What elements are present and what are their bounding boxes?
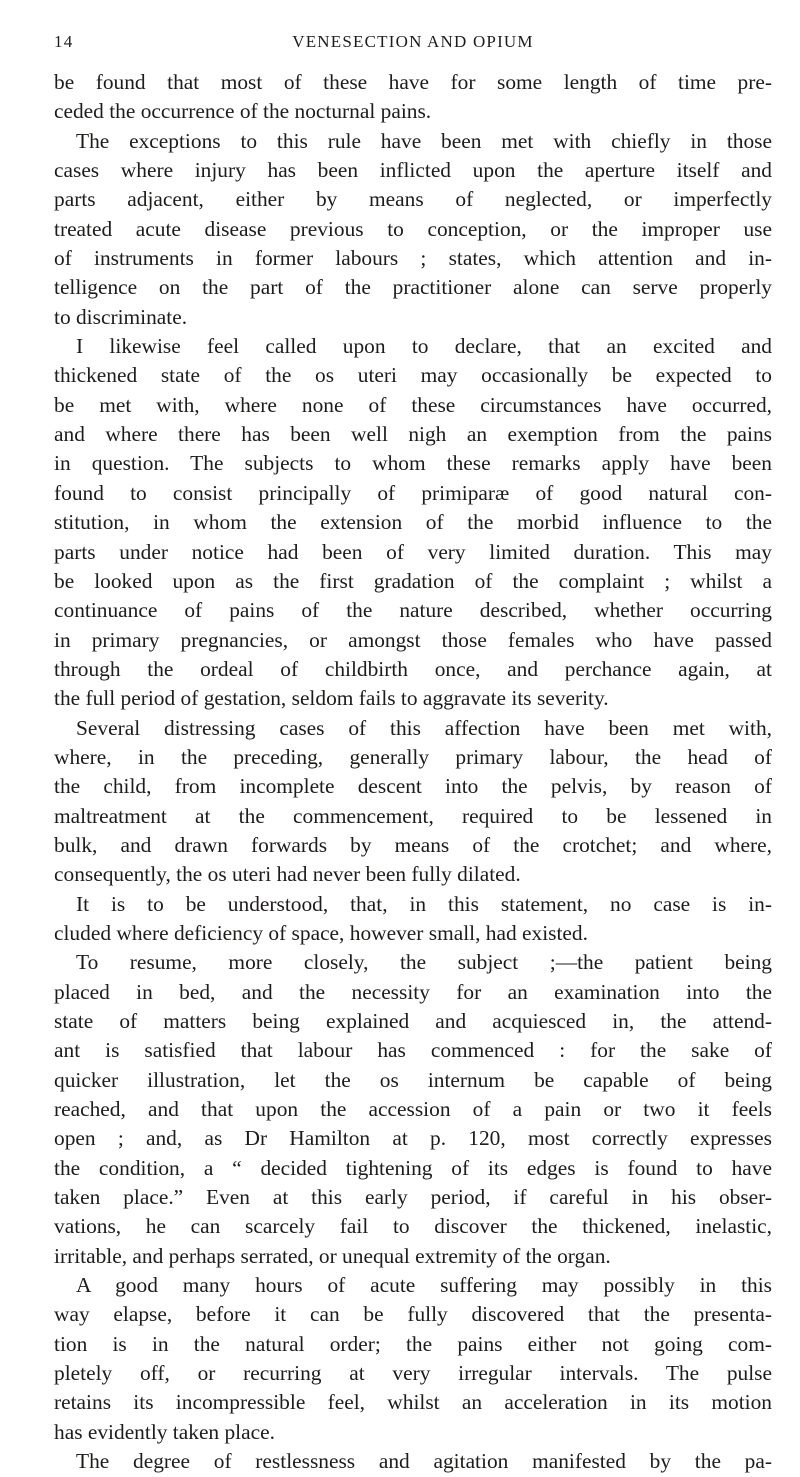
text-line: A good many hours of acute suffering may possibly in this <box>76 1273 772 1298</box>
text-line: the child, from incomplete descent into the pelvis, by reason of <box>54 774 772 799</box>
text-line: treated acute disease previous to conception, or the improper use <box>54 216 772 241</box>
text-line: Several distressing cases of this affection have been met with, <box>76 715 772 740</box>
text-line: way elapse, before it can be fully discovered that the presenta- <box>54 1302 772 1327</box>
running-title: VENESECTION AND OPIUM <box>292 32 534 51</box>
text-line: It is to be understood, that, in this statement, no case is in- <box>76 891 772 916</box>
text-line: in question. The subjects to whom these remarks apply have been <box>54 451 772 476</box>
text-line: has evidently taken place. <box>54 1419 275 1444</box>
text-line: telligence on the part of the practitioner alone can serve properly <box>54 275 772 300</box>
text-line: The exceptions to this rule have been met with chiefly in those <box>76 128 772 153</box>
text-line: open ; and, as Dr Hamilton at p. 120, most correctly expresses <box>54 1126 772 1151</box>
text-line: reached, and that upon the accession of a pain or two it feels <box>54 1097 772 1122</box>
text-line: irritable, and perhaps serrated, or unequal extremity of the organ. <box>54 1243 611 1268</box>
running-head <box>54 18 772 68</box>
text-line: where, in the preceding, generally primary labour, the head of <box>54 744 772 769</box>
text-line: The degree of restlessness and agitation manifested by the pa- <box>76 1449 772 1474</box>
text-line: and where there has been well nigh an exemption from the pains <box>54 422 772 447</box>
text-line: through the ordeal of childbirth once, and perchance again, at <box>54 656 772 681</box>
text-line: placed in bed, and the necessity for an examination into the <box>54 979 772 1004</box>
text-line: I likewise feel called upon to declare, that an excited and <box>76 334 772 359</box>
text-line: the full period of gestation, seldom fails to aggravate its severity. <box>54 686 609 711</box>
text-line: quicker illustration, let the os internum be capable of being <box>54 1067 772 1092</box>
text-line: ant is satisfied that labour has commenced : for the sake of <box>54 1038 772 1063</box>
text-line: To resume, more closely, the subject ;—the patient being <box>76 950 772 975</box>
text-line: consequently, the os uteri had never been fully dilated. <box>54 862 521 887</box>
text-line: cases where injury has been inflicted upon the aperture itself and <box>54 158 772 183</box>
text-line: of instruments in former labours ; states, which attention and in- <box>54 246 772 271</box>
page-number: 14 <box>54 32 74 51</box>
text-line: tion is in the natural order; the pains either not going com- <box>54 1331 772 1356</box>
text-line: found to consist principally of primiparæ of good natural con- <box>54 480 772 505</box>
text-line: in primary pregnancies, or amongst those females who have passed <box>54 627 772 652</box>
text-line: bulk, and drawn forwards by means of the crotchet; and where, <box>54 832 772 857</box>
book-page <box>54 18 772 1477</box>
text-line: ceded the occurrence of the nocturnal pains. <box>54 99 432 124</box>
text-line: state of matters being explained and acquiesced in, the attend- <box>54 1009 772 1033</box>
body-text <box>54 68 772 1477</box>
text-line: thickened state of the os uteri may occasionally be expected to <box>54 363 772 388</box>
text-line: be looked upon as the first gradation of the complaint ; whilst a <box>54 568 772 593</box>
text-line: maltreatment at the commencement, required to be lessened in <box>54 803 772 828</box>
text-line: cluded where deficiency of space, however small, had existed. <box>54 920 588 945</box>
text-line: the condition, a “ decided tightening of its edges is found to have <box>54 1155 772 1180</box>
text-line: be found that most of these have for some length of time pre- <box>54 70 772 94</box>
text-line: pletely off, or recurring at very irregular intervals. The pulse <box>54 1361 772 1386</box>
text-line: parts under notice had been of very limited duration. This may <box>54 539 772 564</box>
text-line: parts adjacent, either by means of neglected, or imperfectly <box>54 187 772 212</box>
text-line: retains its incompressible feel, whilst an acceleration in its motion <box>54 1390 772 1415</box>
text-line: taken place.” Even at this early period, if careful in his obser- <box>54 1185 772 1210</box>
text-line: stitution, in whom the extension of the morbid influence to the <box>54 510 772 535</box>
text-line: to discriminate. <box>54 304 188 329</box>
text-line: vations, he can scarcely fail to discover the thickened, inelastic, <box>54 1214 772 1239</box>
text-line: continuance of pains of the nature described, whether occurring <box>54 598 772 623</box>
text-line: be met with, where none of these circumstances have occurred, <box>54 392 772 417</box>
